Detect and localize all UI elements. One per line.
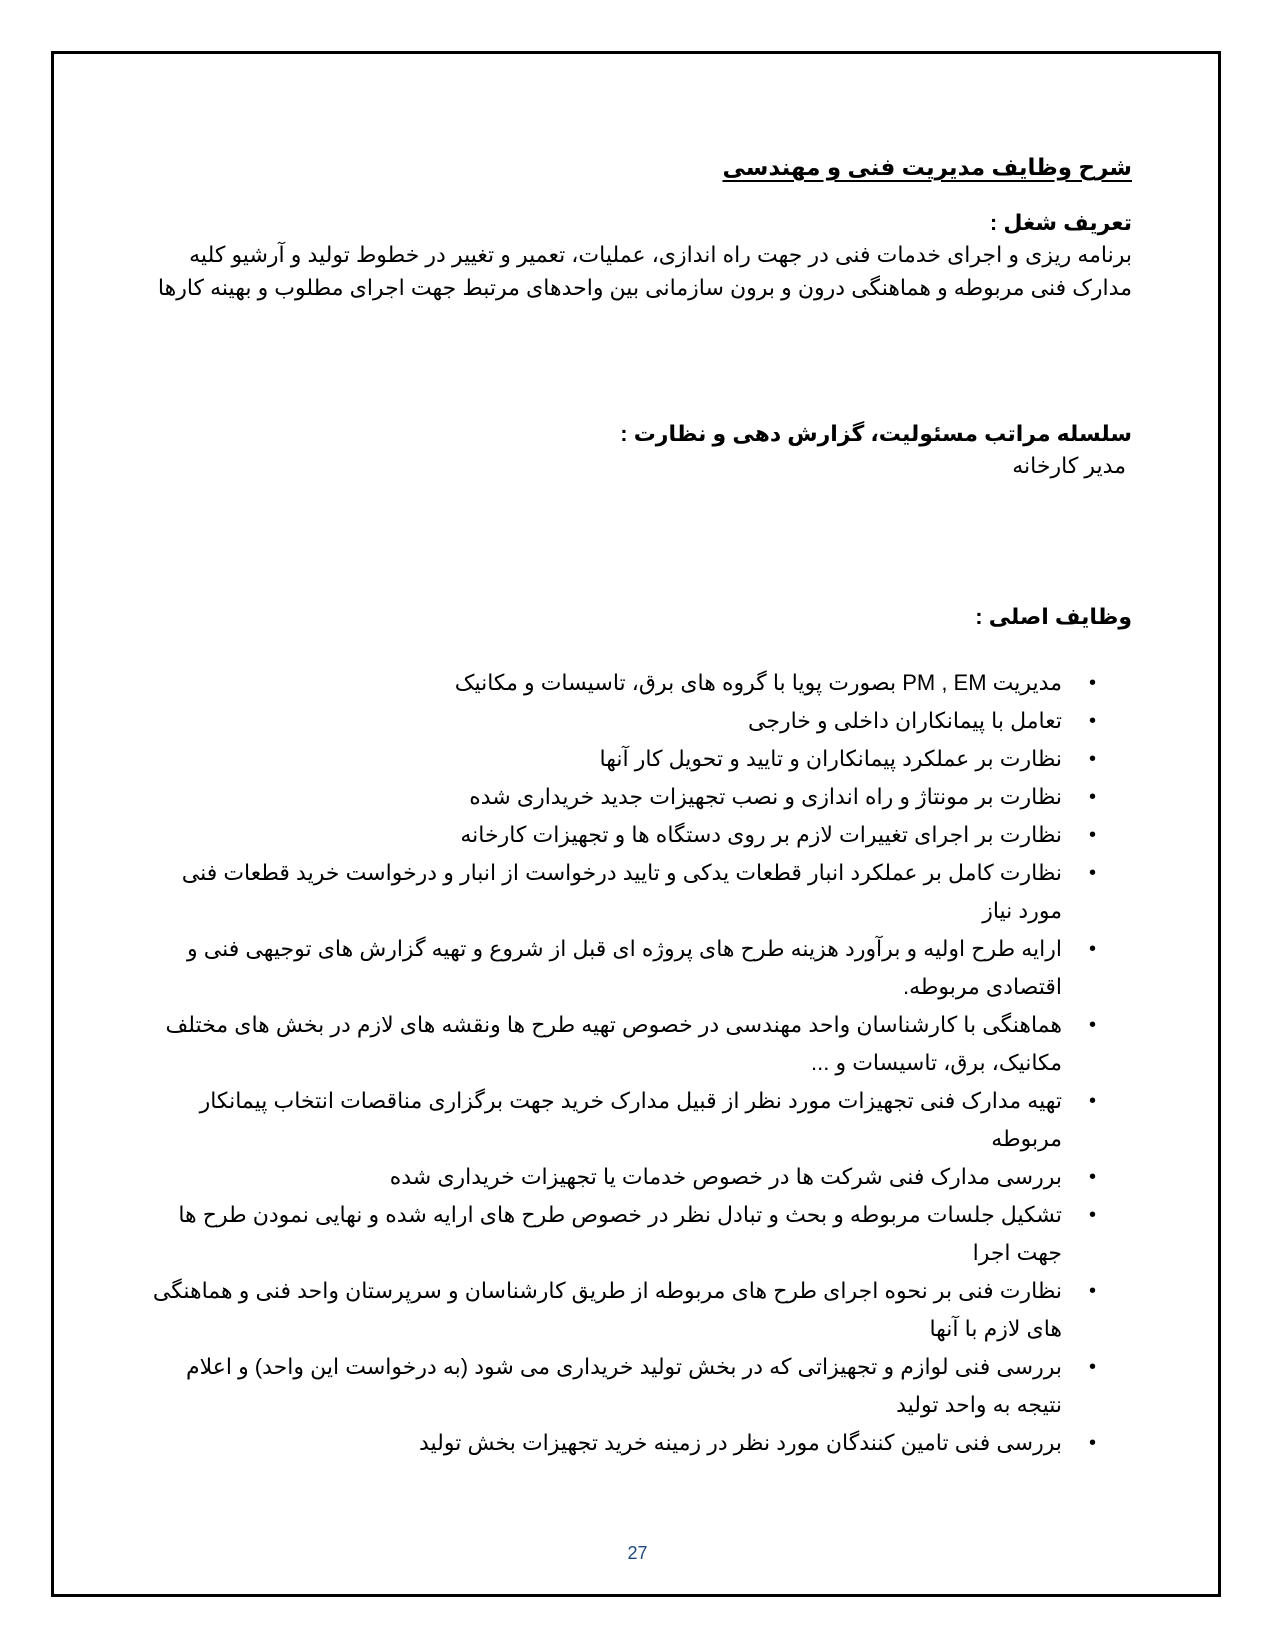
list-item: [144, 702, 1134, 740]
list-item-text: تشکیل جلسات مربوطه و بحث و تبادل نظر در خصوص طرح های ارایه شده و نهایی نمودن طرح ها جهت اجرا: [178, 1202, 1062, 1265]
list-item: [144, 1196, 1134, 1272]
list-item-text: تعامل با پیمانکاران داخلی و خارجی: [748, 708, 1062, 733]
list-item: [144, 1006, 1134, 1082]
list-item: [144, 930, 1134, 1006]
list-item: [144, 1348, 1134, 1424]
list-item-text: هماهنگی با کارشناسان واحد مهندسی در خصوص تهیه طرح ها ونقشه های لازم در بخش های مختلف مکانیک، برق، تاسیسات و ...: [165, 1012, 1062, 1075]
list-item: [144, 1082, 1134, 1158]
hierarchy-heading: سلسله مراتب مسئولیت، گزارش دهی و نظارت :: [620, 421, 1132, 446]
list-item: [144, 854, 1134, 930]
job-definition-section: [140, 208, 1132, 304]
bullet-icon: •: [1088, 1356, 1096, 1378]
list-item: [144, 778, 1134, 816]
bullet-icon: •: [1088, 824, 1096, 846]
list-item-text: بررسی فنی لوازم و تجهیزاتی که در بخش تولید خریداری می شود (به درخواست این واحد) و اعلام نتیجه به واحد تولید: [185, 1354, 1062, 1417]
list-item: [144, 740, 1134, 778]
bullet-icon: •: [1088, 710, 1096, 732]
job-definition-text: برنامه ریزی و اجرای خدمات فنی در جهت راه اندازی، عملیات، تعمیر و تغییر در خطوط تولید و آرشیو کلیه مدارک فنی مربوطه و هماهنگی درون و برون سازمانی بین واحدهای مرتبط جهت اجرای مطلوب و بهینه کارها: [157, 242, 1132, 300]
job-definition-heading: تعریف شغل :: [989, 210, 1132, 235]
bullet-icon: •: [1088, 672, 1096, 694]
list-item: [144, 816, 1134, 854]
list-item-text: نظارت بر عملکرد پیمانکاران و تایید و تحویل کار آنها: [599, 746, 1062, 771]
hierarchy-section: [140, 419, 1132, 482]
list-item-text: مدیریت PM , EM بصورت پویا با گروه های برق، تاسیسات و مکانیک: [454, 670, 1062, 695]
bullet-icon: •: [1088, 1432, 1096, 1454]
list-item-text: ارایه طرح اولیه و برآورد هزینه طرح های پروژه ای قبل از شروع و تهیه گزارش های توجیهی فنی و اقتصادی مربوطه.: [187, 936, 1062, 999]
list-item: [144, 1424, 1134, 1462]
list-item-text: بررسی مدارک فنی شرکت ها در خصوص خدمات یا تجهیزات خریداری شده: [389, 1164, 1062, 1189]
list-item: [144, 1158, 1134, 1196]
list-item: [144, 664, 1134, 702]
list-item-text: بررسی فنی تامین کنندگان مورد نظر در زمینه خرید تجهیزات بخش تولید: [418, 1430, 1062, 1455]
list-item-text: تهیه مدارک فنی تجهیزات مورد نظر از قبیل مدارک خرید جهت برگزاری مناقصات انتخاب پیمانکار مربوطه: [199, 1088, 1062, 1151]
bullet-icon: •: [1088, 1090, 1096, 1112]
list-item: [144, 1272, 1134, 1348]
list-item-text: نظارت بر مونتاژ و راه اندازی و نصب تجهیزات جدید خریداری شده: [469, 784, 1062, 809]
main-duties-heading: وظایف اصلی :: [975, 604, 1132, 629]
page-number: 27: [627, 1543, 648, 1563]
main-duties-section: [140, 602, 1132, 632]
list-item-text: نظارت کامل بر عملکرد انبار قطعات یدکی و تایید درخواست از انبار و درخواست خرید قطعات فنی مورد نیاز: [181, 860, 1062, 923]
bullet-icon: •: [1088, 938, 1096, 960]
list-item-text: نظارت فنی بر نحوه اجرای طرح های مربوطه از طریق کارشناسان و سرپرستان واحد فنی و هماهنگی های لازم با آنها: [152, 1278, 1062, 1341]
list-item-text: نظارت بر اجرای تغییرات لازم بر روی دستگاه ها و تجهیزات کارخانه: [460, 822, 1062, 847]
bullet-icon: •: [1088, 1204, 1096, 1226]
bullet-icon: •: [1088, 1280, 1096, 1302]
bullet-icon: •: [1088, 862, 1096, 884]
hierarchy-text: مدیر کارخانه: [1012, 453, 1126, 478]
main-duties-list: [144, 664, 1134, 1462]
bullet-icon: •: [1088, 1166, 1096, 1188]
document-title: شرح وظایف مدیریت فنی و مهندسی: [722, 154, 1132, 180]
bullet-icon: •: [1088, 1014, 1096, 1036]
bullet-icon: •: [1088, 748, 1096, 770]
bullet-icon: •: [1088, 786, 1096, 808]
